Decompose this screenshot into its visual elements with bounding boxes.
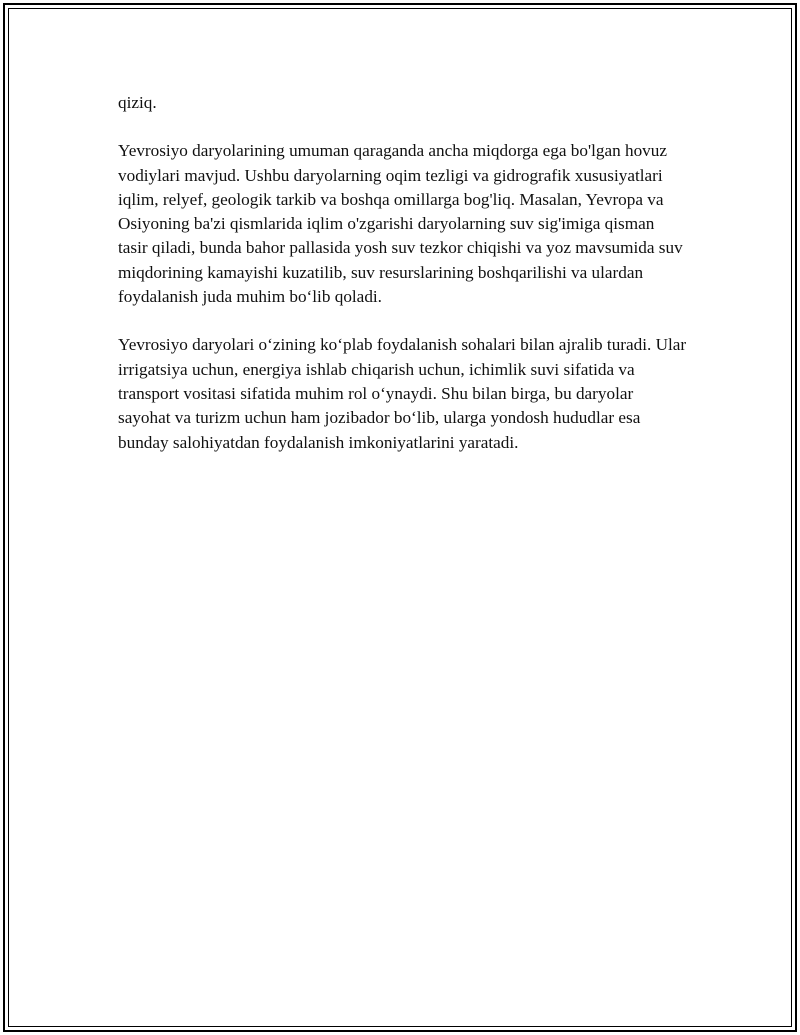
document-body [118, 91, 688, 479]
paragraph-river-uses: Yevrosiyo daryolari o‘zining ko‘plab foydalanish sohalari bilan ajralib turadi. Ular irrigatsiya uchun, energiya ishlab chiqarish uchun, ichimlik suvi sifatida va transport vositasi sifatida muhim rol o‘ynaydi. Shu bilan birga, bu daryolar sayohat va turizm uchun ham jozibador bo‘lib, ularga yondosh hududlar esa bunday salohiyatdan foydalanish imkoniyatlarini yaratadi. [118, 335, 687, 452]
paragraph-river-basins: Yevrosiyo daryolarining umuman qaraganda ancha miqdorga ega bo'lgan hovuz vodiylari mavjud. Ushbu daryolarning oqim tezligi va gidrografik xususiyatlari iqlim, relyef, geologik tarkib va boshqa omillarga bog'liq. Masalan, Yevropa va Osiyoning ba'zi qismlarida iqlim o'zgarishi daryolarning suv sig'imiga qisman tasir qiladi, bunda bahor pallasida yosh suv tezkor chiqishi va yoz mavsumida suv miqdorining kamayishi kuzatilib, suv resurslarining boshqarilishi va ulardan foydalanish juda muhim bo‘lib qoladi. [118, 141, 683, 307]
paragraph-continuation: qiziq. [118, 93, 157, 112]
